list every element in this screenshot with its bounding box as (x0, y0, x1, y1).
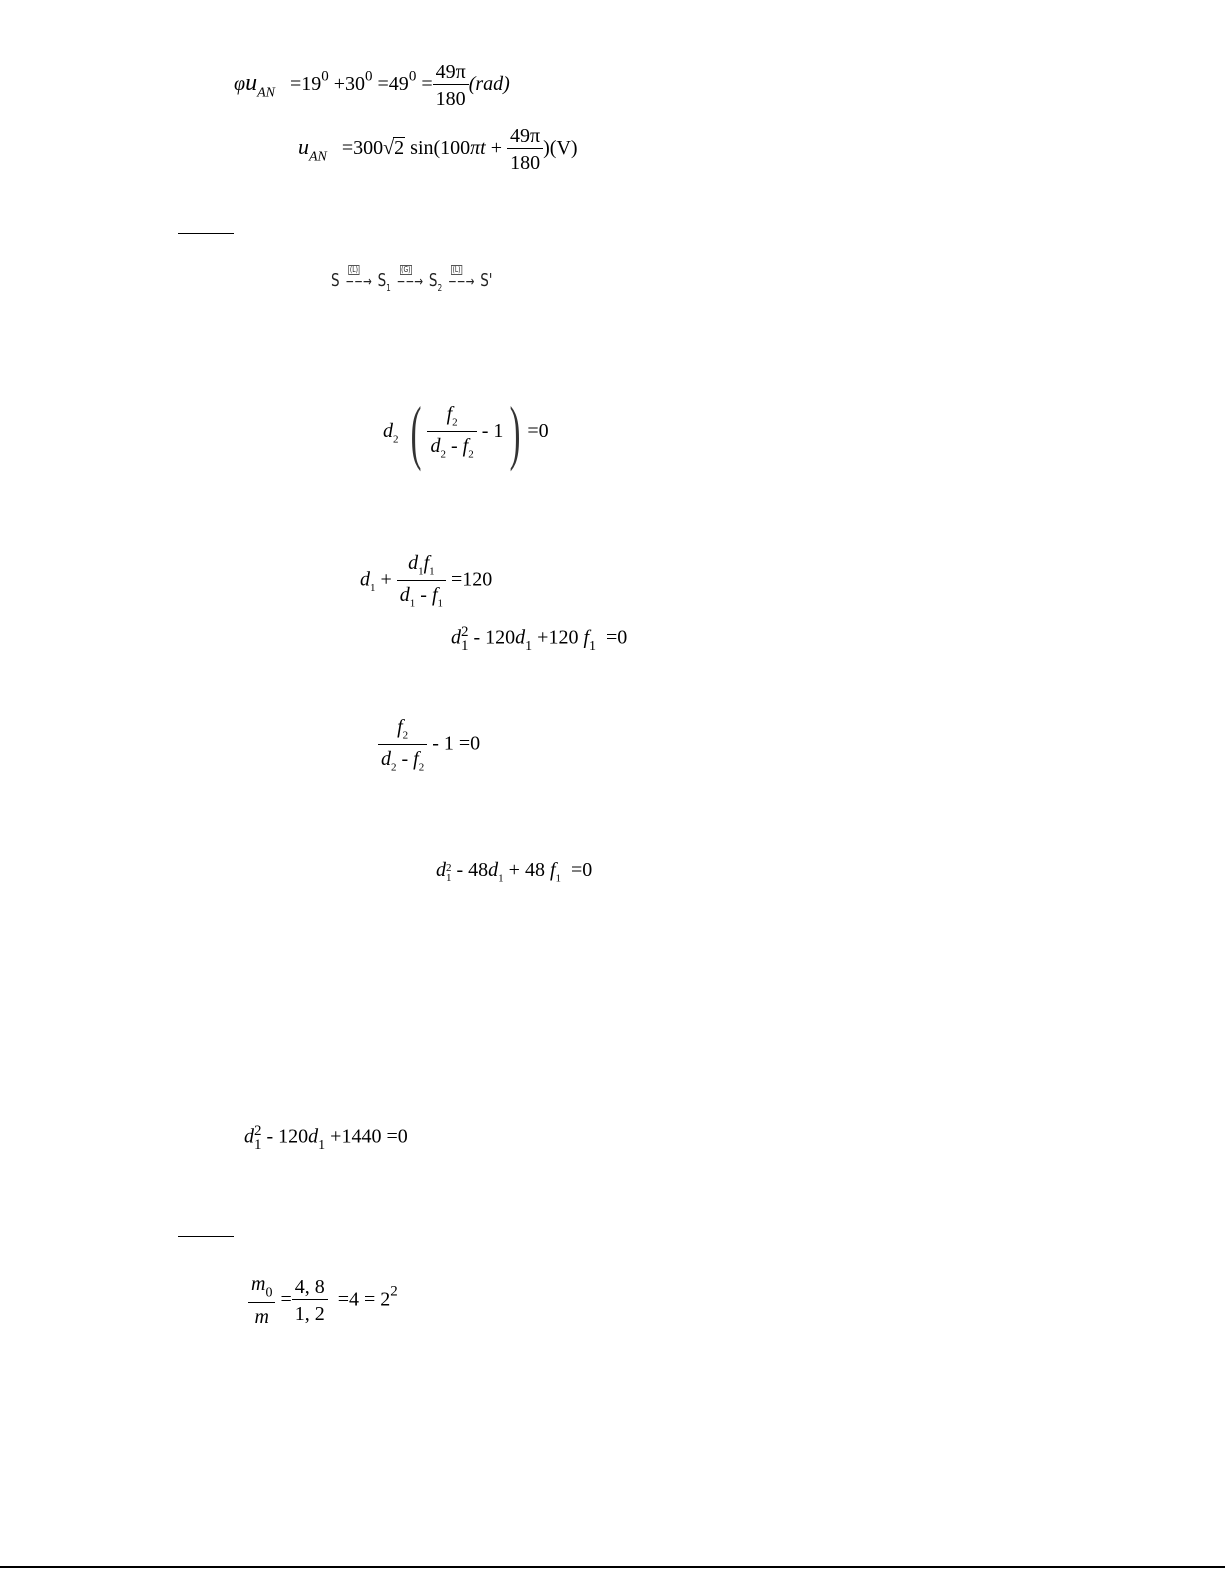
f-symbol: f (549, 859, 556, 881)
fraction-f2-over-d2-f2 (378, 717, 427, 773)
degree-sup: 0 (408, 68, 417, 85)
degree-sup: 0 (365, 68, 373, 85)
equation-d2-paren (383, 392, 549, 472)
equation-d1-lens (360, 553, 492, 609)
equation-quadratic-1440 (244, 1125, 408, 1153)
rhs: - 1 =0 (427, 732, 481, 755)
minus-one: - 1 (476, 420, 504, 442)
equation-quadratic-120f1 (451, 626, 627, 654)
d-symbol: d (308, 1125, 319, 1148)
term-30: +30 (333, 73, 366, 96)
degree-sup: 0 (321, 68, 329, 85)
arrow-lens-2: −−→ (L) (447, 265, 475, 290)
image-s1: S (377, 270, 387, 291)
fraction-numerator (248, 1274, 275, 1303)
d-symbol: d (488, 859, 499, 881)
term-19: =19 (289, 73, 322, 96)
f-symbol: f (413, 747, 419, 770)
subscript: 1 (446, 872, 452, 884)
fraction-f2-over-d2-f2 (427, 404, 476, 460)
fraction-denominator: m (254, 1306, 269, 1329)
fraction-d1f1 (397, 553, 446, 609)
fraction-denominator (378, 745, 427, 774)
equals-sign: = (280, 1288, 292, 1311)
subscript: 2 (393, 433, 399, 446)
fraction-49pi-180 (507, 126, 543, 173)
u-symbol: u (245, 70, 258, 97)
d-symbol: d (381, 747, 391, 770)
term: + 48 (503, 859, 550, 881)
pi-t: πt (470, 137, 486, 160)
subscript: 2 (440, 448, 446, 461)
subscript: 1 (318, 1137, 326, 1153)
subscript-an: AN (257, 85, 275, 101)
subscript: 1 (254, 1136, 262, 1153)
subscript: 1 (409, 597, 416, 609)
minus-sign: - (396, 747, 414, 770)
fraction-denominator (427, 432, 476, 461)
f-symbol: f (583, 626, 590, 649)
subscript: 2 (468, 448, 474, 461)
image-s2: S (428, 270, 438, 291)
f-symbol: f (431, 583, 438, 606)
subscript: 1 (498, 872, 504, 885)
term: +120 (532, 626, 584, 649)
term: - 120 (261, 1125, 309, 1148)
plus-sign: + (485, 137, 508, 160)
minus-sign: - (445, 434, 463, 457)
sup-sub-stack (254, 1125, 262, 1152)
subscript: 1 (555, 872, 562, 885)
unit-volt: )(V) (543, 137, 578, 160)
fraction-numerator (378, 717, 427, 745)
equals-sign: = (421, 73, 433, 96)
superscript: 2 (461, 624, 469, 640)
subscript: 2 (391, 761, 397, 773)
sqrt-argument: 2 (394, 137, 405, 160)
fraction-49pi-180 (433, 62, 469, 109)
equation-f2-ratio (378, 717, 480, 773)
superscript: 2 (446, 862, 452, 875)
subscript: 1 (589, 638, 597, 654)
subscript: 1 (461, 637, 469, 654)
f-symbol: f (462, 434, 469, 457)
f-symbol: f (397, 716, 403, 738)
fraction-numerator (427, 404, 476, 432)
rhs-zero: =0 (571, 859, 593, 881)
d-symbol: d (383, 420, 393, 442)
d-symbol: d (360, 568, 370, 591)
fraction-denominator: 1, 2 (294, 1303, 325, 1326)
d-symbol: d (399, 583, 410, 606)
arrow-lens-1: −−→ (L) (345, 265, 372, 290)
d-symbol: d (430, 434, 441, 457)
fraction-denominator: 180 (435, 88, 466, 110)
subscript: 1 (370, 582, 376, 595)
subscript: 2 (402, 729, 409, 742)
subscript: 2 (452, 416, 458, 429)
arrow-label: (L) (349, 265, 358, 274)
minus-sign: - (415, 583, 432, 606)
unit-rad: (rad) (468, 73, 510, 96)
source-s: S (331, 270, 340, 291)
u-symbol: u (298, 134, 309, 160)
f-symbol: f (423, 552, 430, 574)
subscript: 2 (418, 761, 425, 773)
fraction-denominator (397, 581, 446, 610)
term: +1440 =0 (325, 1125, 408, 1148)
equation-phase-uan (234, 62, 510, 109)
rhs-120: =120 (451, 568, 493, 591)
superscript: 2 (390, 1283, 398, 1300)
m-symbol: m (251, 1273, 266, 1295)
term: - 120 (468, 626, 516, 649)
subscript-an: AN (309, 149, 327, 165)
arrow-label: (G) (401, 265, 411, 274)
final-image: S' (480, 270, 493, 291)
imaging-chain (331, 265, 493, 294)
f-symbol: f (446, 403, 453, 426)
rhs-zero: =0 (527, 420, 549, 442)
subscript: 1 (418, 565, 424, 578)
fraction-numerator: 49π (507, 126, 543, 149)
term: - 48 (451, 859, 489, 881)
fraction-denominator: 180 (510, 152, 541, 174)
equation-mass-ratio (248, 1274, 398, 1327)
fraction-m0-over-m (248, 1274, 275, 1327)
left-paren: ( (410, 392, 421, 472)
sin-function: sin(100 (405, 137, 471, 160)
d-symbol: d (408, 552, 419, 574)
rhs: =4 = 2 (337, 1288, 391, 1311)
right-paren: ) (509, 392, 521, 472)
image-s1-sub: 1 (386, 282, 391, 294)
subscript: 0 (265, 1285, 273, 1301)
sup-sub-stack (461, 626, 469, 653)
sqrt-symbol: √ (383, 137, 395, 160)
fraction-numerator (397, 553, 446, 581)
fraction-numerator: 49π (433, 62, 469, 85)
phi-symbol: φ (234, 73, 246, 96)
section-divider (178, 233, 234, 234)
subscript: 1 (429, 565, 435, 578)
plus-sign: + (375, 568, 397, 591)
term-49: =49 (377, 73, 409, 96)
superscript: 2 (254, 1123, 262, 1139)
arrow-mirror: −−→ (G) (396, 265, 424, 290)
d-symbol: d (451, 626, 461, 649)
equation-uan (298, 126, 578, 173)
fraction-4-8-over-1-2 (292, 1277, 328, 1324)
subscript: 1 (437, 597, 444, 609)
rhs-zero: =0 (606, 626, 628, 649)
fraction-numerator: 4, 8 (292, 1277, 328, 1300)
page-bottom-border (0, 1566, 1225, 1568)
d-symbol: d (515, 626, 526, 649)
d-symbol: d (436, 859, 446, 881)
d-symbol: d (244, 1125, 254, 1148)
section-divider (178, 1236, 234, 1237)
equation-quadratic-48f1 (436, 860, 592, 885)
subscript: 1 (525, 638, 533, 654)
arrow-label: (L) (452, 265, 461, 274)
coefficient-300: =300 (341, 137, 384, 160)
image-s2-sub: 2 (437, 282, 443, 294)
